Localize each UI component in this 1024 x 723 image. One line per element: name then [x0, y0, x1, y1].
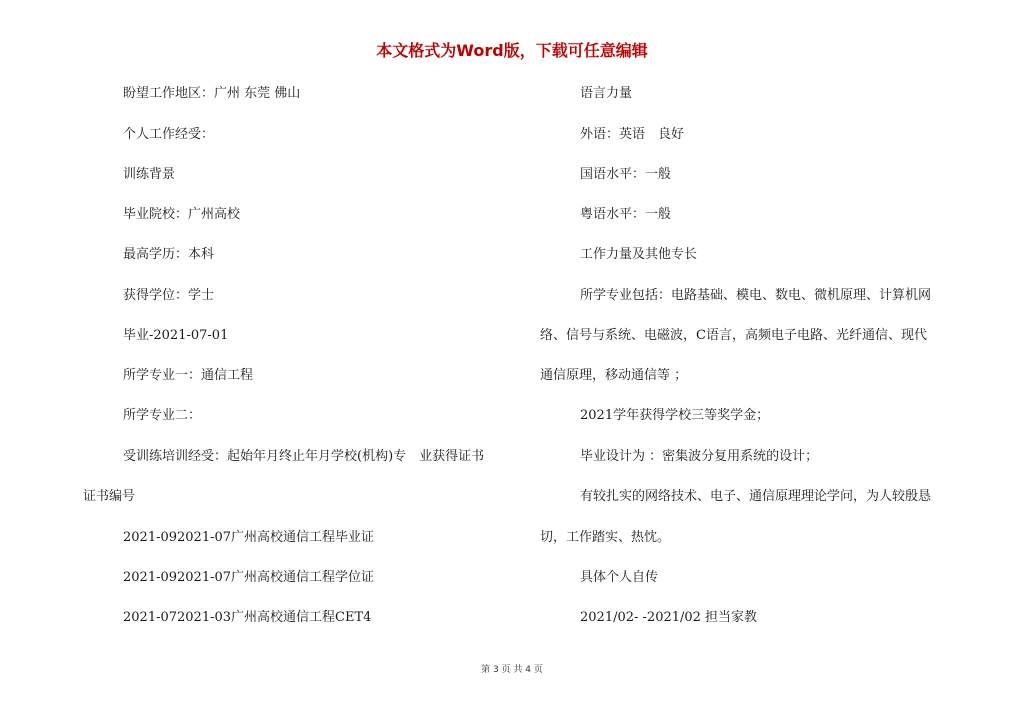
- left-line-major-one: 所学专业一：通信工程: [123, 368, 254, 383]
- left-line-cert-graduation: 2021-092021-07广州高校通信工程毕业证: [123, 530, 375, 545]
- left-line-education-heading: 训练背景: [123, 167, 176, 182]
- right-line-courses-1: 所学专业包括：电路基础、模电、数电、微机原理、计算机网: [580, 288, 932, 303]
- left-line-work-experience: 个人工作经受：: [123, 127, 215, 142]
- right-line-language-heading: 语言力量: [580, 86, 633, 101]
- left-line-desired-area: 盼望工作地区：广州 东莞 佛山: [123, 86, 301, 101]
- right-line-graduation-project: 毕业设计为 ：密集波分复用系统的设计；: [580, 449, 819, 464]
- right-line-courses-2: 络、信号与系统、电磁波，C语言，高频电子电路、光纤通信、现代: [540, 328, 927, 343]
- left-line-school: 毕业院校：广州高校: [123, 207, 241, 222]
- right-line-skills-heading: 工作力量及其他专长: [580, 247, 698, 262]
- right-line-scholarship: 2021学年获得学校三等奖学金；: [580, 408, 770, 423]
- document-banner: 本文格式为Word版，下载可任意编辑: [376, 41, 648, 60]
- left-line-training-header: 受训练培训经受：起始年月终止年月学校(机构)专 业获得证书: [123, 449, 485, 464]
- left-line-cert-cet4: 2021-072021-03广州高校通信工程CET4: [123, 610, 372, 625]
- left-line-degree: 获得学位：学士: [123, 288, 215, 303]
- left-line-graduation: 毕业-2021-07-01: [123, 328, 229, 343]
- right-line-cantonese: 粤语水平：一般: [580, 207, 672, 222]
- left-line-degree-level: 最高学历：本科: [123, 247, 215, 262]
- right-line-mandarin: 国语水平：一般: [580, 167, 672, 182]
- left-line-cert-degree: 2021-092021-07广州高校通信工程学位证: [123, 570, 375, 585]
- right-line-autobiography-heading: 具体个人自传: [580, 570, 659, 585]
- right-line-tutor-experience: 2021/02- -2021/02 担当家教: [580, 610, 758, 625]
- right-line-self-evaluation-2: 切，工作踏实、热忱。: [540, 530, 671, 545]
- left-line-major-two: 所学专业二：: [123, 408, 202, 423]
- right-line-courses-3: 通信原理，移动通信等 ；: [540, 368, 688, 383]
- right-line-self-evaluation-1: 有较扎实的网络技术、电子、通信原理理论学问，为人较殷恳: [580, 489, 932, 504]
- page-footer: 第 3 页 共 4 页: [481, 665, 543, 675]
- right-line-foreign-language: 外语：英语 良好: [580, 127, 685, 142]
- left-line-certificate-number: 证书编号: [83, 489, 136, 504]
